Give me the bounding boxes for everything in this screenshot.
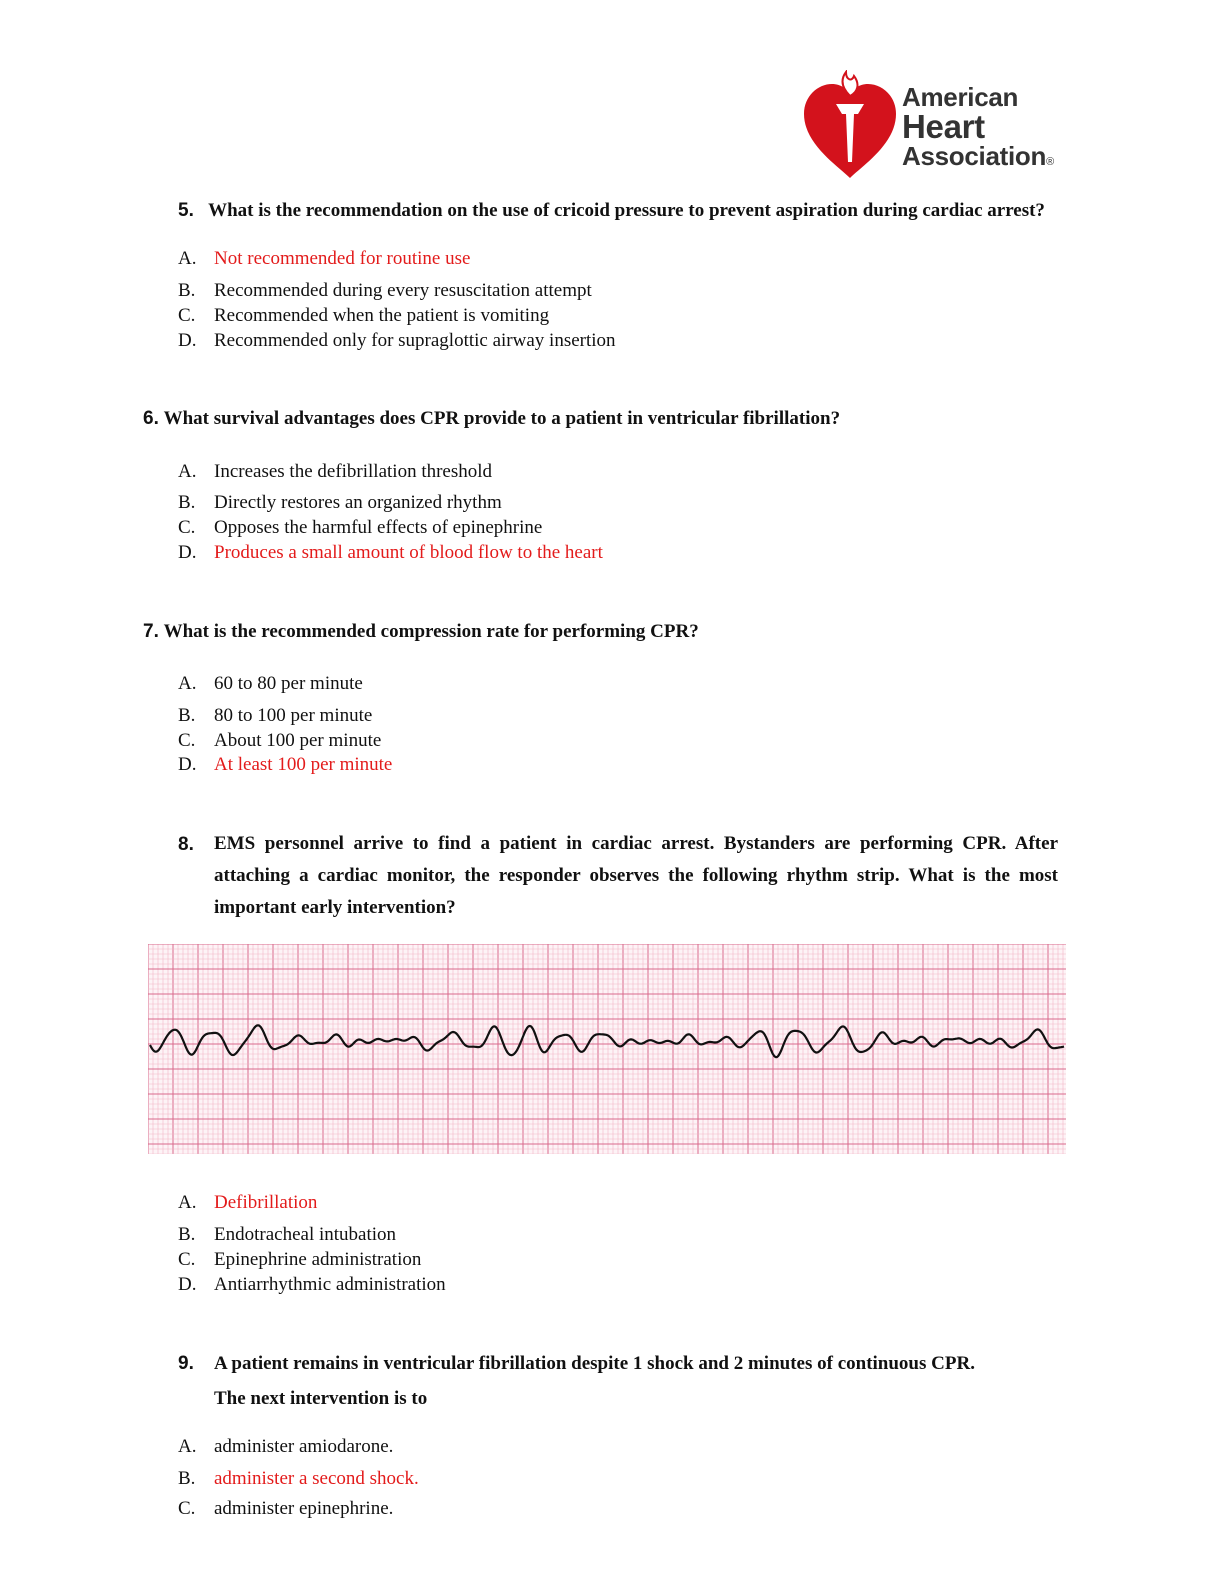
option-8c: C. Epinephrine administration	[178, 1249, 422, 1270]
question-number: 5.	[178, 200, 194, 221]
logo-line-american: American	[902, 82, 1019, 112]
question-8-number: 8.	[178, 834, 194, 855]
question-text: What is the recommended compression rate for performing CPR?	[163, 621, 699, 642]
option-9b: B. administer a second shock.	[178, 1468, 419, 1489]
logo-line-heart: Heart	[902, 108, 985, 145]
heart-torch-icon	[800, 70, 900, 182]
option-8a: A. Defibrillation	[178, 1192, 318, 1213]
option-7c: C. About 100 per minute	[178, 730, 382, 751]
option-7d: D. At least 100 per minute	[178, 754, 393, 775]
option-5c: C. Recommended when the patient is vomiting	[178, 305, 550, 326]
logo-line-association: Association	[902, 141, 1047, 171]
ecg-rhythm-strip	[148, 944, 1066, 1154]
option-7a: A. 60 to 80 per minute	[178, 673, 363, 694]
option-6d: D. Produces a small amount of blood flow to the heart	[178, 542, 603, 563]
question-7	[143, 621, 699, 643]
option-6a: A. Increases the defibrillation threshold	[178, 461, 493, 482]
option-9a: A. administer amiodarone.	[178, 1436, 394, 1457]
option-6c: C. Opposes the harmful effects of epinephrine	[178, 517, 543, 538]
option-5a: A. Not recommended for routine use	[178, 248, 471, 269]
question-6	[143, 408, 840, 430]
question-number: 6.	[143, 408, 159, 429]
option-8b: B. Endotracheal intubation	[178, 1224, 397, 1245]
option-9c: C. administer epinephrine.	[178, 1498, 394, 1519]
question-text: What is the recommendation on the use of cricoid pressure to prevent aspiration during cardiac arrest?	[208, 200, 1045, 221]
option-6b: B. Directly restores an organized rhythm	[178, 492, 502, 513]
question-text: What survival advantages does CPR provide to a patient in ventricular fibrillation?	[163, 408, 841, 429]
question-number: 7.	[143, 621, 159, 642]
option-7b: B. 80 to 100 per minute	[178, 705, 373, 726]
question-9-text-line2: The next intervention is to	[214, 1388, 428, 1409]
registered-mark: ®	[1046, 156, 1054, 168]
option-8d: D. Antiarrhythmic administration	[178, 1274, 446, 1295]
option-5d: D. Recommended only for supraglottic airway insertion	[178, 330, 616, 351]
question-9-text-line1: A patient remains in ventricular fibrillation despite 1 shock and 2 minutes of continuous CPR.	[214, 1353, 975, 1374]
question-9-number: 9.	[178, 1353, 194, 1374]
question-5	[178, 200, 1045, 222]
aha-logo	[800, 70, 1080, 182]
question-8-text: EMS personnel arrive to find a patient in cardiac arrest. Bystanders are performing CPR. After attaching a cardiac monitor, the responder observes the following rhythm strip. What is the most important early intervention?	[214, 833, 1058, 918]
option-5b: B. Recommended during every resuscitation attempt	[178, 280, 592, 301]
